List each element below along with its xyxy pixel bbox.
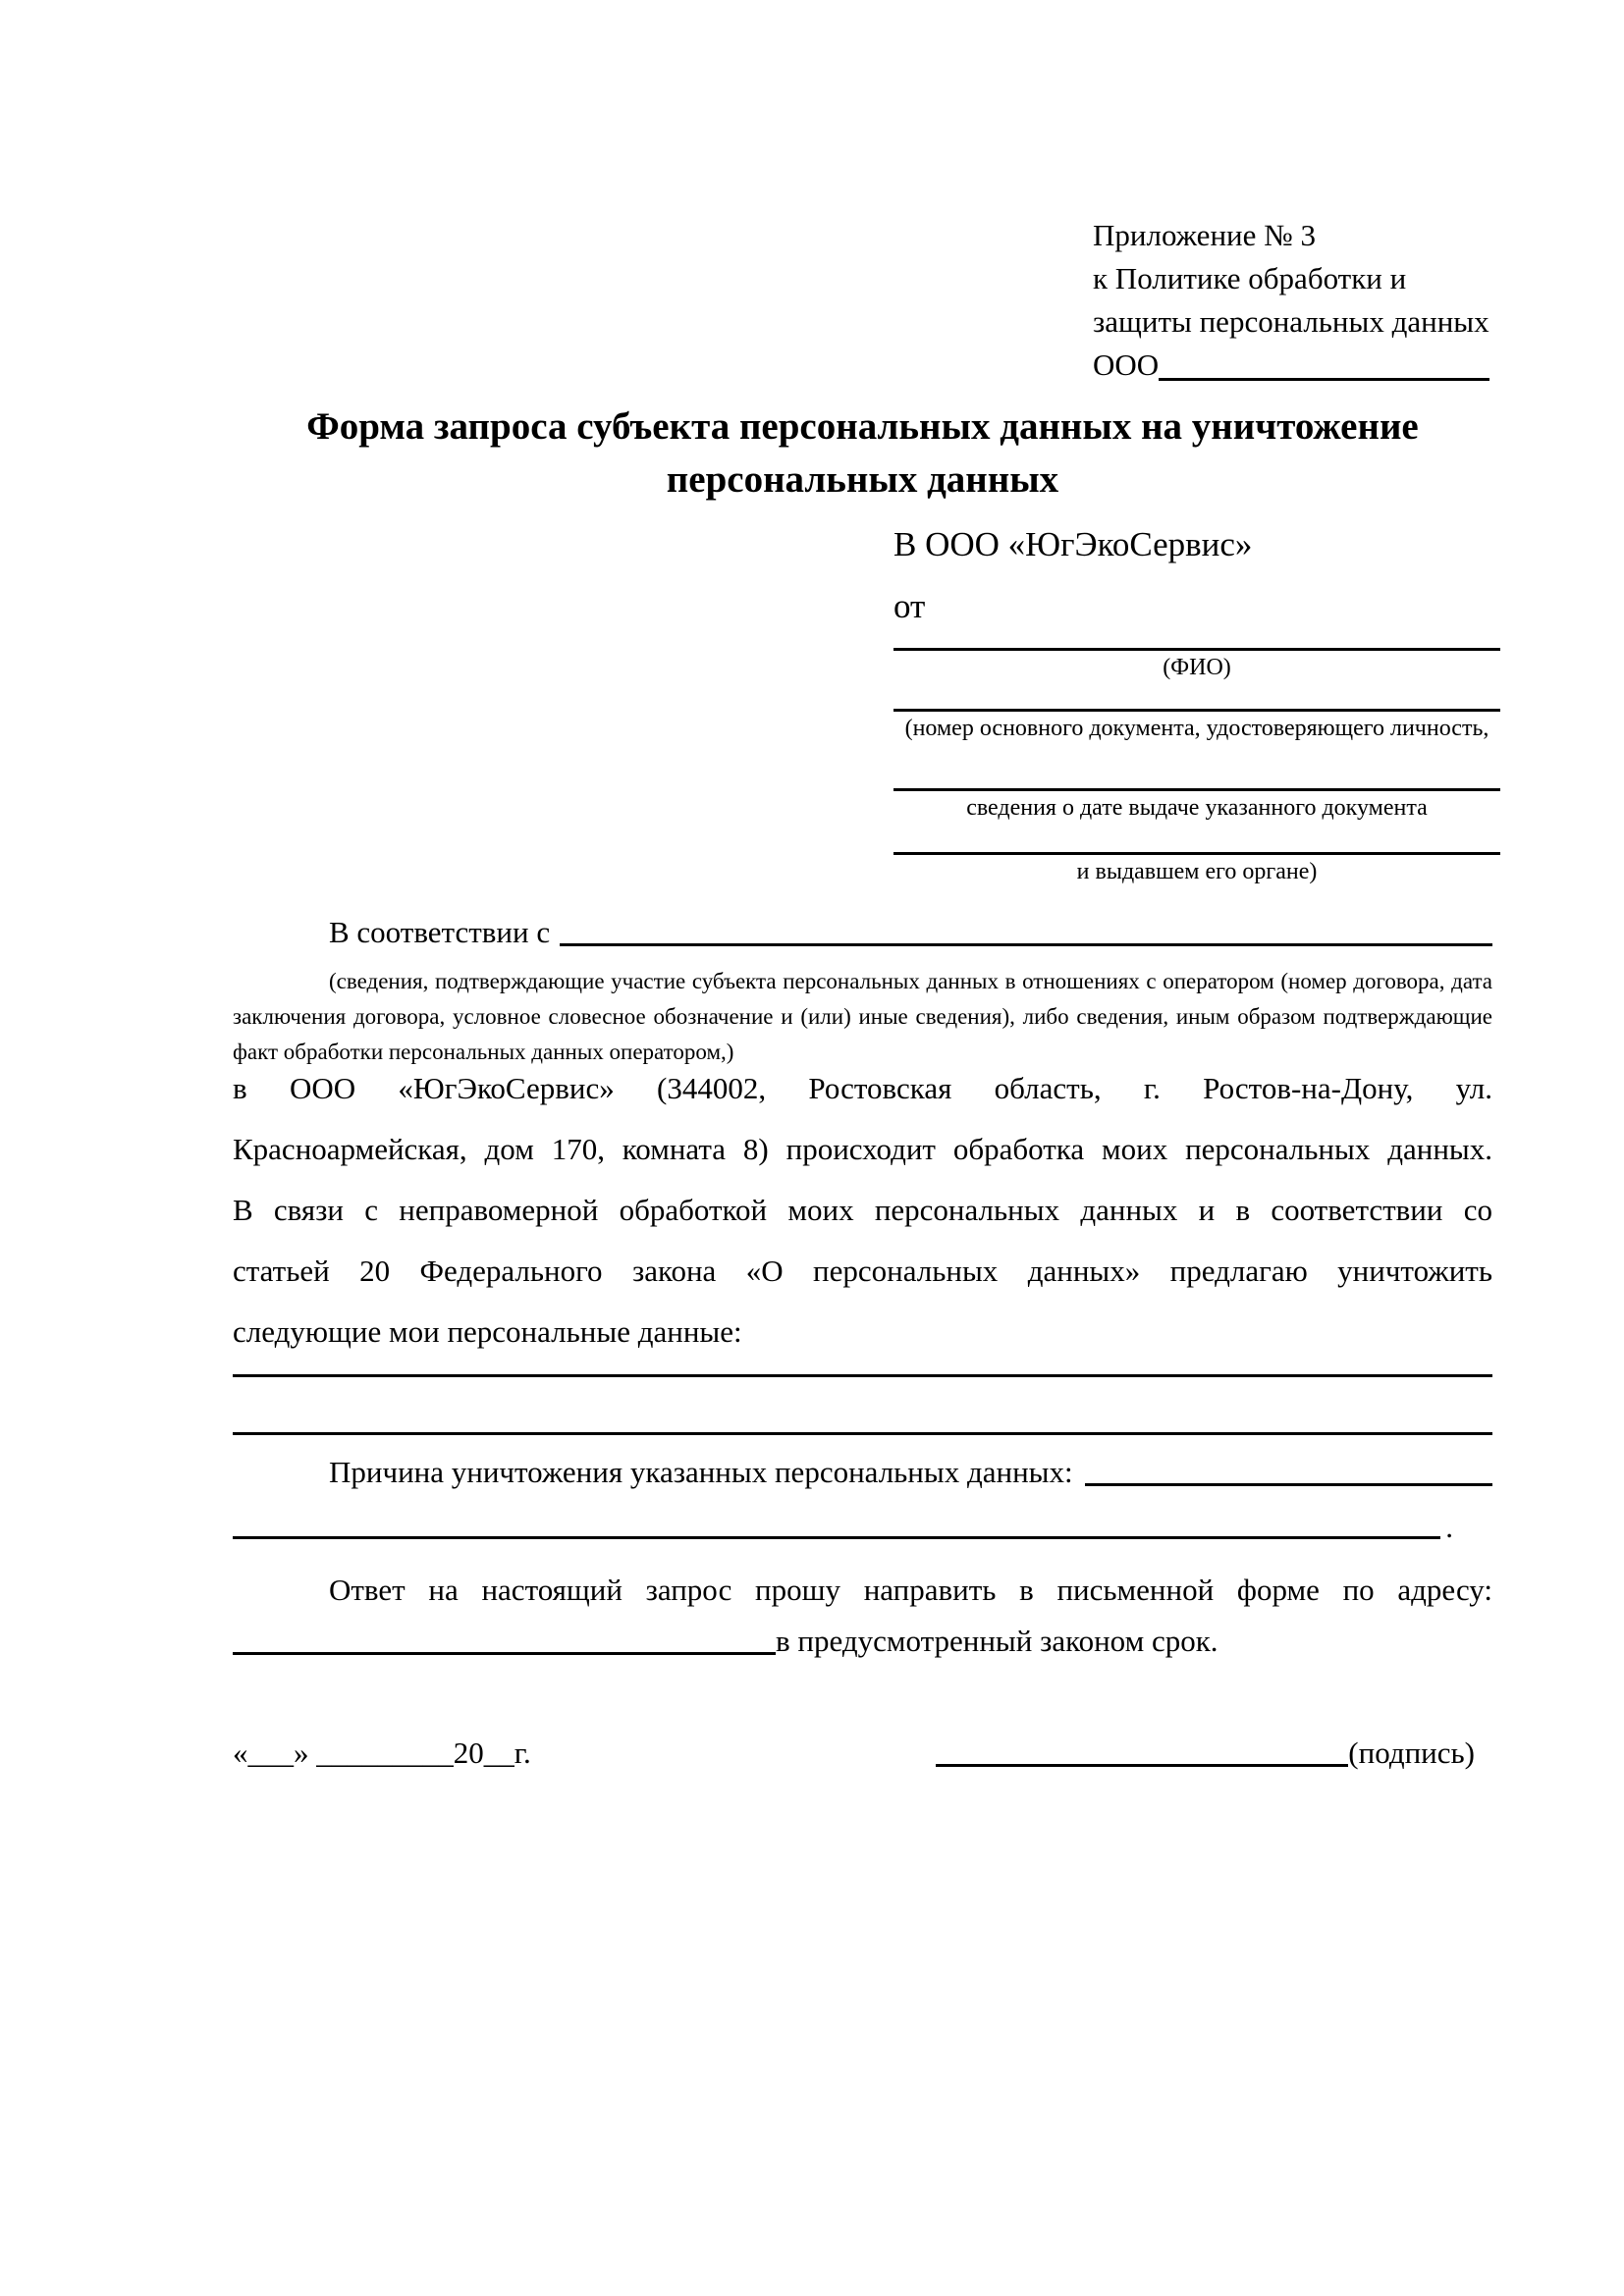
period-mark: . [1445, 1510, 1453, 1544]
reason-blank-line [1085, 1483, 1492, 1486]
signature-caption: (подпись) [1348, 1735, 1475, 1770]
data-blank-line-2 [233, 1432, 1492, 1435]
accordance-blank-line [560, 943, 1492, 946]
reply-request: Ответ на настоящий запрос прошу направить в письменной форме по адресу: [329, 1573, 1492, 1607]
appendix-line-2: к Политике обработки и [1093, 261, 1407, 295]
page-title: Форма запроса субъекта персональных данных на уничтожение персональных данных [306, 405, 1419, 501]
main-paragraph-line: Красноармейская, дом 170, комната 8) происходит обработка моих персональных данных. [233, 1132, 1492, 1166]
issue-date-blank-line [893, 759, 1500, 791]
accordance-lead: В соответствии с [329, 915, 551, 949]
appendix-org-row [1093, 344, 1489, 387]
fio-blank-line [893, 618, 1500, 651]
signature-blank-line [936, 1764, 1348, 1767]
issuing-authority-blank-line [893, 823, 1500, 855]
address-blank-line [233, 1652, 776, 1655]
reply-address-row [233, 1622, 1492, 1661]
fio-caption: (ФИО) [1163, 655, 1231, 680]
reason-continuation-line [233, 1510, 1492, 1545]
date-signature-row [233, 1734, 1492, 1773]
issuing-authority-caption: и выдавшем его органе) [1076, 859, 1318, 884]
reply-tail: в предусмотренный законом срок. [776, 1624, 1218, 1658]
appendix-line-3: защиты персональных данных [1093, 304, 1489, 339]
reason-row [233, 1453, 1492, 1492]
addressee-from-label: от [893, 587, 926, 625]
document-number-caption: (номер основного документа, удостоверяющего личность, [904, 716, 1489, 741]
main-paragraph-line: в ООО «ЮгЭкоСервис» (344002, Ростовская область, г. Ростов-на-Дону, ул. [233, 1071, 1492, 1105]
document-number-blank-line [893, 679, 1500, 712]
appendix-line-1: Приложение № 3 [1093, 218, 1316, 252]
org-prefix: ООО [1093, 347, 1160, 382]
appendix-block [1093, 214, 1489, 387]
field-issuing-authority [893, 823, 1500, 886]
addressee-to: В ООО «ЮгЭкоСервис» [893, 525, 1253, 563]
main-paragraph-line: В связи с неправомерной обработкой моих персональных данных и в соответствии со [233, 1193, 1492, 1227]
field-issue-date [893, 759, 1500, 823]
accordance-note: (сведения, подтверждающие участие субъекта персональных данных в отношениях с оператором (номер договора, дата заключения договора, условное словесное обозначение и (или) иные сведения), либо сведения, иным образом подтверждающие факт обработки персональных данных оператором,) [233, 969, 1492, 1064]
reason-blank-line-2 [233, 1536, 1440, 1539]
accordance-row [233, 913, 1492, 952]
org-blank-line [1159, 378, 1489, 381]
main-paragraph [233, 1058, 1492, 1362]
field-document-number [893, 679, 1500, 743]
data-blank-line-1 [233, 1374, 1492, 1377]
main-paragraph-line: следующие мои персональные данные: [233, 1314, 742, 1349]
date-placeholder: «___» _________20__г. [233, 1735, 531, 1770]
issue-date-caption: сведения о дате выдаче указанного документа [966, 795, 1428, 821]
reason-label: Причина уничтожения указанных персональных данных: [329, 1455, 1073, 1489]
field-fio [893, 618, 1500, 682]
main-paragraph-line: статьей 20 Федерального закона «О персональных данных» предлагаю уничтожить [233, 1254, 1492, 1288]
